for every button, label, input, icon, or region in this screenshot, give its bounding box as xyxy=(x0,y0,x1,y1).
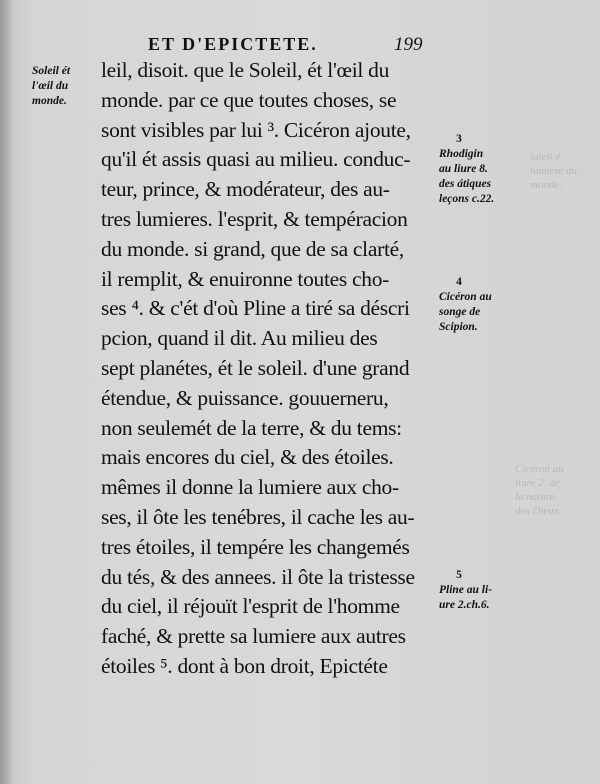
gutter-shadow xyxy=(0,0,14,784)
show-through-text: Cicéron au liure 2. de la nature des Dieux. xyxy=(515,463,564,517)
text-line: mais encores du ciel, & des étoiles. xyxy=(101,445,394,470)
text-line: pcion, quand il dit. Au milieu des xyxy=(101,326,378,351)
text-line: il remplit, & enuironne toutes cho- xyxy=(101,266,390,291)
running-title: ET D'EPICTETE. xyxy=(148,34,318,54)
text-line: sont visibles par lui ³. Cicéron ajoute, xyxy=(101,117,411,142)
note-line: Pline au li- xyxy=(439,584,493,596)
note-line: Rhodigin xyxy=(439,148,484,160)
text-line: du ciel, il réjouït l'esprit de l'homme xyxy=(101,594,400,619)
text-line: teur, prince, & modérateur, des au- xyxy=(101,177,390,202)
text-line: sept planétes, ét le soleil. d'une grand xyxy=(101,355,410,380)
side-note-5 xyxy=(439,568,519,613)
left-margin-note xyxy=(32,64,90,109)
margin-note-line: l'œil du xyxy=(32,80,69,92)
text-line: non seulemét de la terre, & du tems: xyxy=(101,415,402,440)
note-line: ure 2.ch.6. xyxy=(439,599,490,611)
note-line: songe de xyxy=(439,306,481,318)
text-line: tres lumieres. l'esprit, & tempéracion xyxy=(101,206,408,231)
text-line: tres étoiles, il tempére les changemés xyxy=(101,534,410,559)
text-line: ses, il ôte les tenébres, il cache les au- xyxy=(101,504,415,529)
text-line: du monde. si grand, que de sa clarté, xyxy=(101,236,404,261)
text-line: mêmes il donne la lumiere aux cho- xyxy=(101,475,399,500)
note-line: leçons c.22. xyxy=(439,193,495,205)
note-line: au liure 8. xyxy=(439,163,488,175)
text-line: monde. par ce que toutes choses, se xyxy=(101,87,397,112)
text-line: ses ⁴. & c'ét d'où Pline a tiré sa déscri xyxy=(101,296,410,321)
side-note-4 xyxy=(439,275,519,335)
margin-note-line: Soleil ét xyxy=(32,65,71,77)
text-line: leil, disoit. que le Soleil, ét l'œil du xyxy=(101,58,390,82)
note-line: des átiques xyxy=(439,178,492,190)
note-number: 5 xyxy=(456,569,462,581)
page-number: 199 xyxy=(394,34,423,55)
text-line: étoiles ⁵. dont à bon droit, Epictéte xyxy=(101,653,388,678)
show-through-text: loleil é lumiere du monde. xyxy=(530,151,577,191)
body-text xyxy=(101,56,441,682)
text-line: du tés, & des annees. il ôte la tristesse xyxy=(101,564,415,589)
side-note-3 xyxy=(439,132,519,207)
note-line: Scipion. xyxy=(439,321,478,333)
note-number: 4 xyxy=(456,276,462,288)
note-number: 3 xyxy=(456,133,462,145)
note-line: Cicéron au xyxy=(439,291,492,303)
text-line: qu'il ét assis quasi au milieu. conduc- xyxy=(101,147,411,172)
text-line: faché, & prette sa lumiere aux autres xyxy=(101,624,406,649)
margin-note-line: monde. xyxy=(32,95,67,107)
text-line: étendue, & puissance. gouuerneru, xyxy=(101,385,389,410)
